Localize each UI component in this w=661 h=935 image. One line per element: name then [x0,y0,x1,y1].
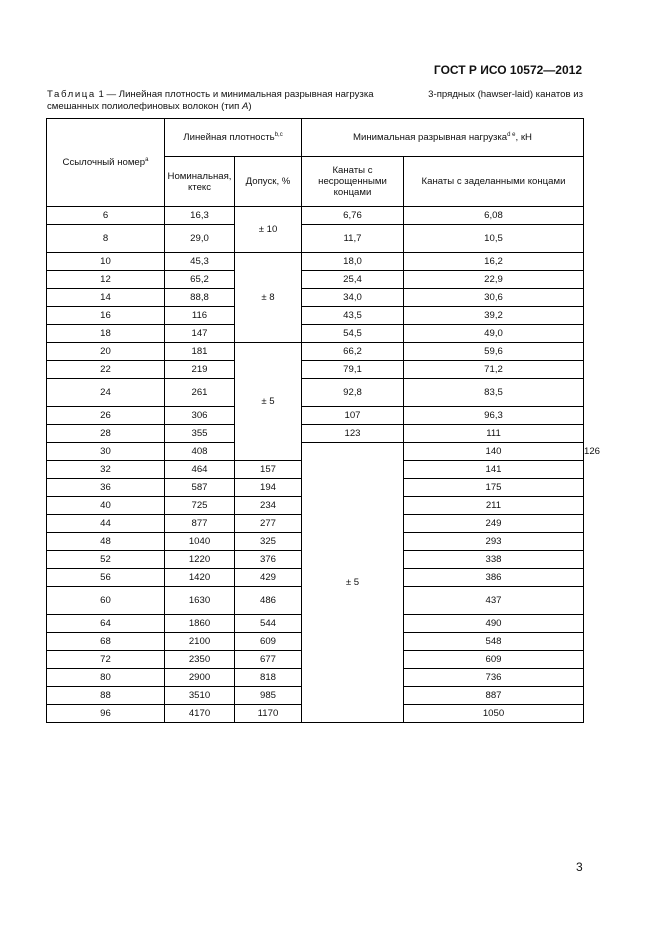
unspliced-cell: 140 [404,443,584,461]
ref-cell: 18 [47,325,165,343]
ref-cell: 68 [47,633,165,651]
spliced-cell: 548 [404,633,584,651]
unspliced-cell: 429 [235,569,302,587]
unspliced-cell: 54,5 [302,325,404,343]
ref-cell: 36 [47,479,165,497]
table-row [47,343,584,361]
spliced-cell: 175 [404,479,584,497]
unspliced-cell: 92,8 [302,379,404,407]
unspliced-cell: 194 [235,479,302,497]
spliced-cell: 141 [404,461,584,479]
nominal-cell: 2900 [165,669,235,687]
tolerance-cell: ± 5 [302,443,404,723]
ref-cell: 96 [47,705,165,723]
ref-cell: 56 [47,569,165,587]
unspliced-cell: 1170 [235,705,302,723]
nominal-cell: 2100 [165,633,235,651]
caption-close: ) [248,101,252,112]
nominal-cell: 1630 [165,587,235,615]
header-min-breaking-load: Минимальная разрывная нагрузка$^{d e}$, кН [302,119,584,157]
nominal-cell: 408 [165,443,235,461]
unspliced-cell: 677 [235,651,302,669]
ref-cell: 44 [47,515,165,533]
spliced-cell: 609 [404,651,584,669]
spliced-cell: 16,2 [404,253,584,271]
table-row [47,289,584,307]
tolerance-cell: ± 10 [235,207,302,253]
ref-cell: 80 [47,669,165,687]
table-row [47,361,584,379]
ref-cell: 12 [47,271,165,289]
spliced-cell: 83,5 [404,379,584,407]
spliced-cell: 111 [404,425,584,443]
nominal-cell: 181 [165,343,235,361]
ref-cell: 28 [47,425,165,443]
ref-cell: 26 [47,407,165,425]
table-row [47,379,584,407]
unspliced-cell: 107 [302,407,404,425]
page-number: 3 [576,860,583,874]
ref-cell: 30 [47,443,165,461]
spliced-cell: 71,2 [404,361,584,379]
nominal-cell: 147 [165,325,235,343]
nominal-cell: 877 [165,515,235,533]
unspliced-cell: 985 [235,687,302,705]
nominal-cell: 261 [165,379,235,407]
spliced-cell: 338 [404,551,584,569]
document-code: ГОСТ Р ИСО 10572—2012 [433,63,582,77]
unspliced-cell: 43,5 [302,307,404,325]
unspliced-cell: 277 [235,515,302,533]
nominal-cell: 464 [165,461,235,479]
caption-text-1: — Линейная плотность и минимальная разрывная нагрузка [106,89,374,100]
table-row [47,407,584,425]
tolerance-cell: ± 5 [235,343,302,461]
spliced-cell: 6,08 [404,207,584,225]
ref-cell: 8 [47,225,165,253]
nominal-cell: 65,2 [165,271,235,289]
spliced-cell: 249 [404,515,584,533]
spliced-cell: 59,6 [404,343,584,361]
data-table [46,118,601,723]
caption-text-2: 3-прядных (hawser-laid) канатов из [428,89,583,100]
ref-cell: 24 [47,379,165,407]
ref-cell: 20 [47,343,165,361]
nominal-cell: 355 [165,425,235,443]
nominal-cell: 306 [165,407,235,425]
spliced-cell: 887 [404,687,584,705]
ref-cell: 22 [47,361,165,379]
table-row [47,253,584,271]
tolerance-cell: ± 8 [235,253,302,343]
table-row [47,207,584,225]
nominal-cell: 1860 [165,615,235,633]
ref-cell: 40 [47,497,165,515]
ref-cell: 72 [47,651,165,669]
unspliced-cell: 123 [302,425,404,443]
table-row: 30 408 ± 5 140 126 [47,443,584,461]
nominal-cell: 4170 [165,705,235,723]
unspliced-cell: 234 [235,497,302,515]
unspliced-cell: 544 [235,615,302,633]
table-row [47,425,584,443]
spliced-cell: 293 [404,533,584,551]
spliced-cell: 30,6 [404,289,584,307]
spliced-cell: 39,2 [404,307,584,325]
unspliced-cell: 11,7 [302,225,404,253]
table-row [47,325,584,343]
caption-word: Таблица [47,89,96,100]
caption-text-3: смешанных полиолефиновых волокон (тип [47,101,240,112]
table-caption [47,89,583,113]
nominal-cell: 587 [165,479,235,497]
nominal-cell: 29,0 [165,225,235,253]
nominal-cell: 16,3 [165,207,235,225]
unspliced-cell: 325 [235,533,302,551]
header-ref-number: Ссылочный номер$^а$ [47,119,165,207]
ref-cell: 32 [47,461,165,479]
nominal-cell: 1420 [165,569,235,587]
spliced-cell: 211 [404,497,584,515]
unspliced-cell: 66,2 [302,343,404,361]
unspliced-cell: 609 [235,633,302,651]
spliced-cell: 22,9 [404,271,584,289]
spliced-cell: 490 [404,615,584,633]
ref-cell: 60 [47,587,165,615]
nominal-cell: 725 [165,497,235,515]
nominal-cell: 2350 [165,651,235,669]
ref-cell: 16 [47,307,165,325]
nominal-cell: 116 [165,307,235,325]
unspliced-cell: 18,0 [302,253,404,271]
ref-cell: 52 [47,551,165,569]
unspliced-cell: 79,1 [302,361,404,379]
nominal-cell: 1220 [165,551,235,569]
nominal-cell: 219 [165,361,235,379]
nominal-cell: 45,3 [165,253,235,271]
nominal-cell: 3510 [165,687,235,705]
unspliced-cell: 6,76 [302,207,404,225]
table-row [47,307,584,325]
unspliced-cell: 157 [235,461,302,479]
spliced-cell: 10,5 [404,225,584,253]
ref-cell: 88 [47,687,165,705]
table-row [47,225,584,253]
spliced-cell: 1050 [404,705,584,723]
ref-cell: 14 [47,289,165,307]
caption-number: 1 [98,89,104,100]
header-linear-density: Линейная плотность$^{b,c}$ [165,119,302,157]
table-row [47,271,584,289]
header-nominal: Номинальная, ктекс [165,157,235,207]
header-tolerance: Допуск, % [235,157,302,207]
unspliced-cell: 486 [235,587,302,615]
ref-cell: 48 [47,533,165,551]
nominal-cell: 88,8 [165,289,235,307]
unspliced-cell: 25,4 [302,271,404,289]
header-spliced: Канаты с заделанными концами [404,157,584,207]
spliced-cell: 437 [404,587,584,615]
unspliced-cell: 376 [235,551,302,569]
unspliced-cell: 818 [235,669,302,687]
ref-cell: 10 [47,253,165,271]
nominal-cell: 1040 [165,533,235,551]
spliced-cell: 49,0 [404,325,584,343]
ref-cell: 64 [47,615,165,633]
spliced-cell: 96,3 [404,407,584,425]
spliced-cell: 386 [404,569,584,587]
caption-type: А [241,101,249,112]
header-unspliced: Канаты с несрощенными концами [302,157,404,207]
ref-cell: 6 [47,207,165,225]
spliced-cell: 736 [404,669,584,687]
unspliced-cell: 34,0 [302,289,404,307]
